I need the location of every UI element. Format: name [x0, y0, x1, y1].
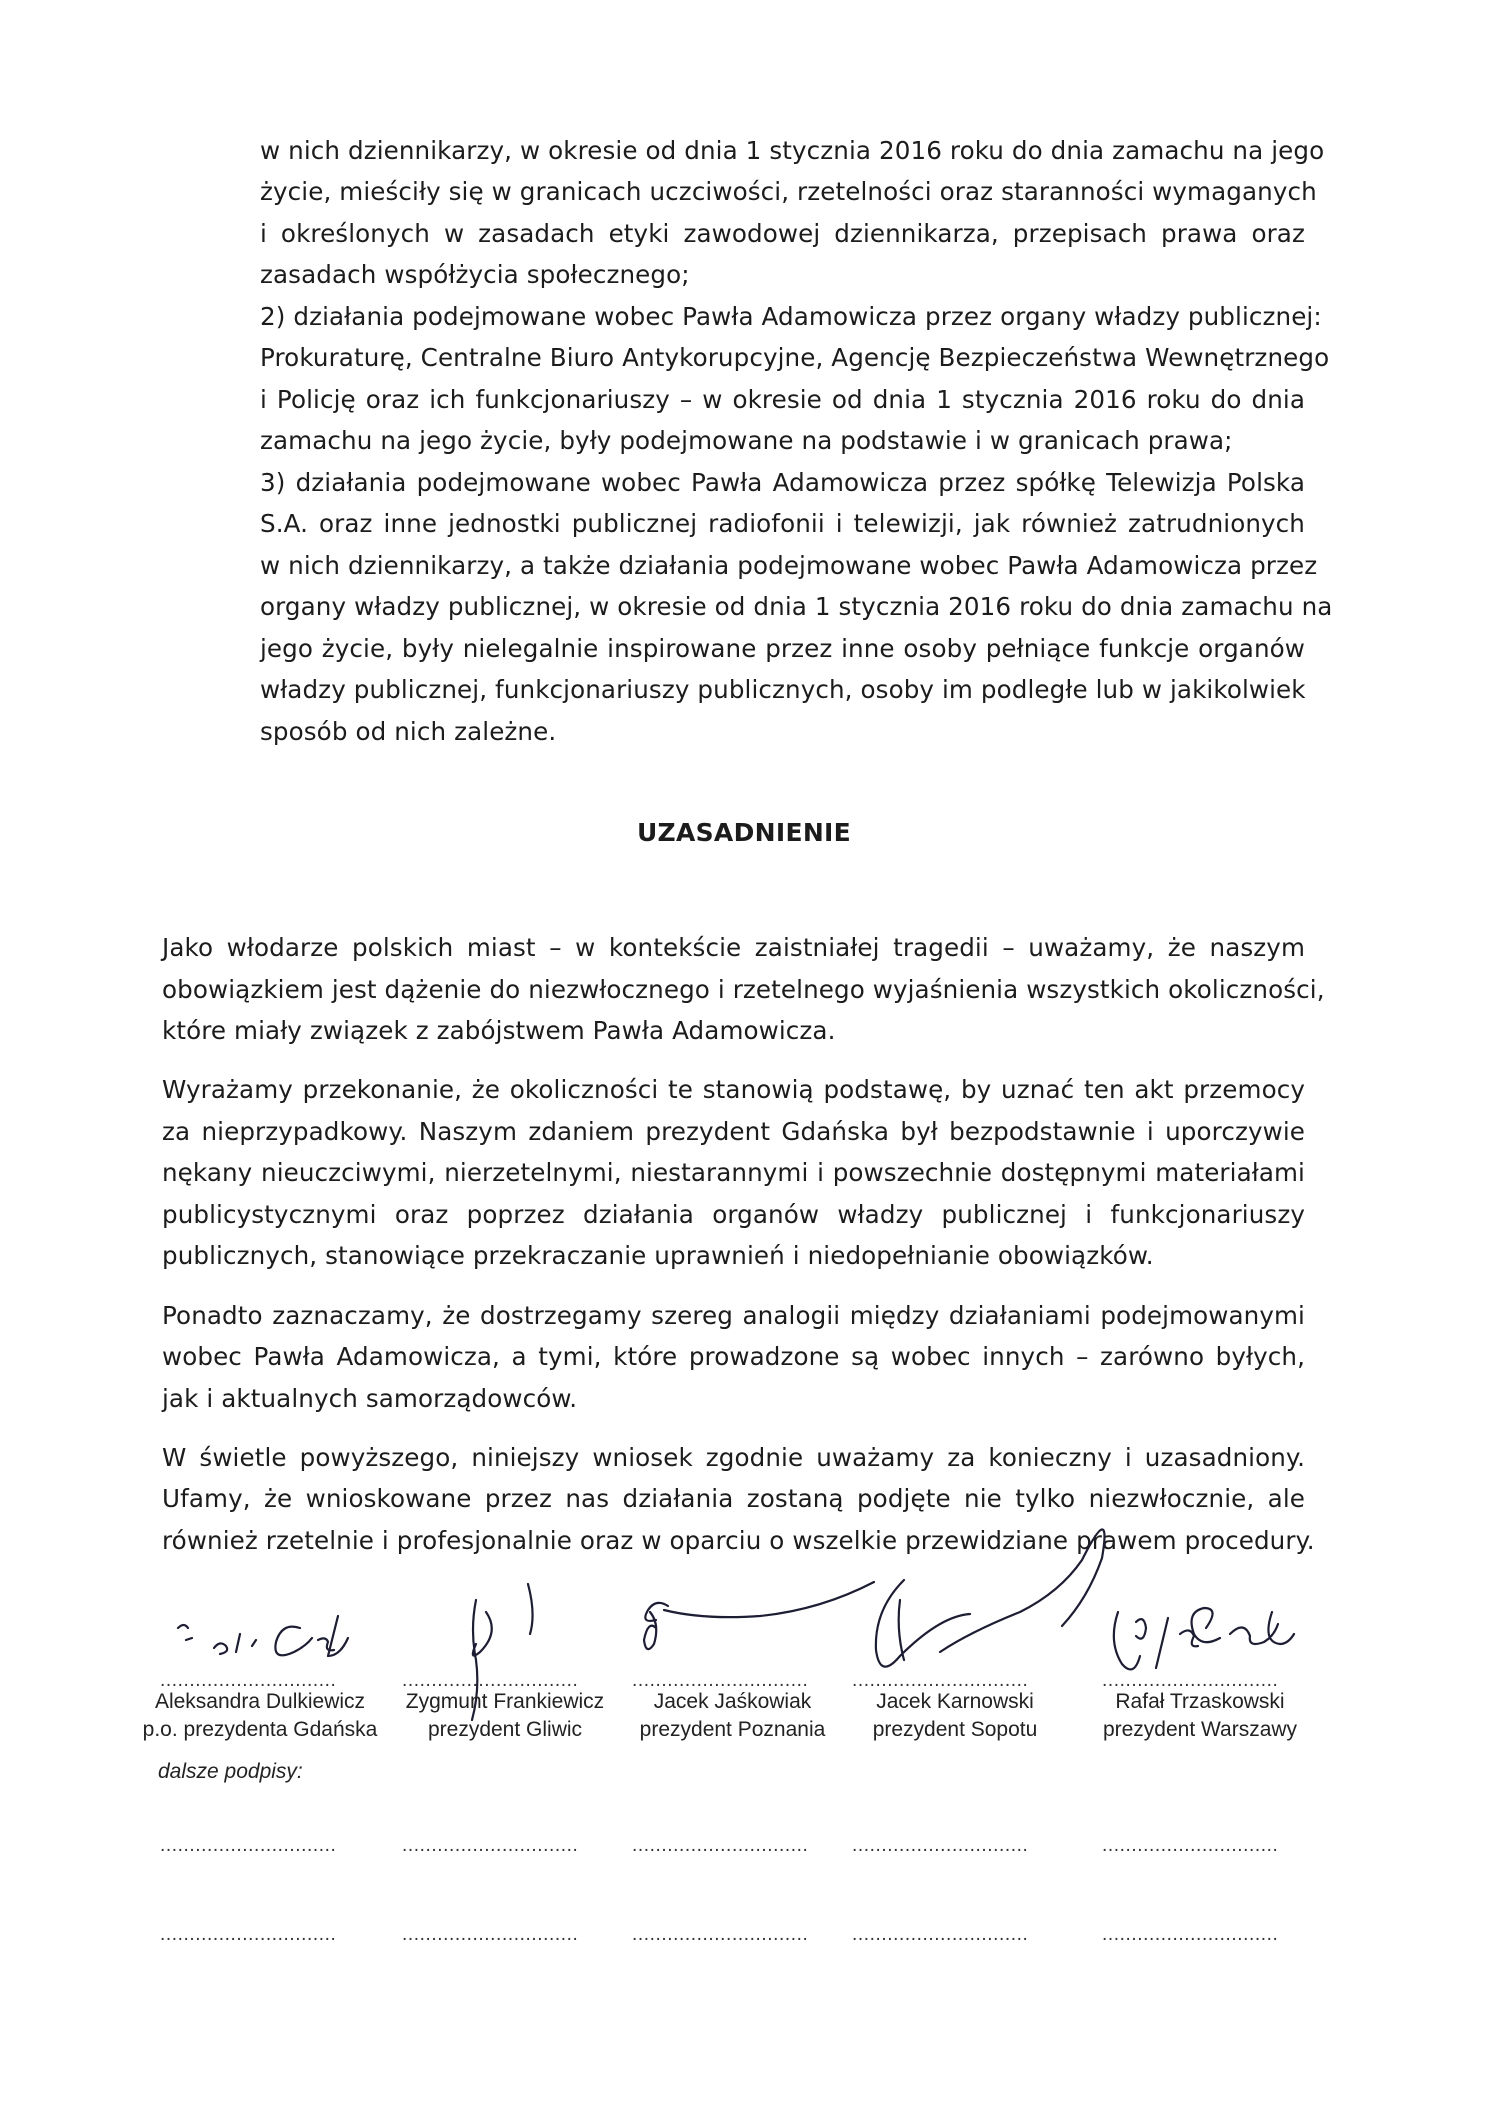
text-line: Ponadto zaznaczamy, że dostrzegamy szereg analogii między działaniami podejmowanymi	[162, 1301, 1305, 1330]
signature-line: ..............................	[402, 1670, 579, 1691]
signatory-block	[140, 1688, 380, 1744]
text-line: za nieprzypadkowy. Naszym zdaniem prezydent Gdańska był bezpodstawnie i uporczywie	[162, 1117, 1305, 1146]
signature-line: ..............................	[632, 1670, 809, 1691]
text-line: zamachu na jego życie, były podejmowane na podstawie i w granicach prawa;	[260, 426, 1233, 455]
text-line: 3) działania podejmowane wobec Pawła Adamowicza przez spółkę Telewizja Polska	[260, 468, 1305, 497]
text-line: Wyrażamy przekonanie, że okoliczności te stanowią podstawę, by uznać ten akt przemocy	[162, 1075, 1305, 1104]
text-line: Jako włodarze polskich miast – w kontekście zaistniałej tragedii – uważamy, że naszym	[162, 933, 1305, 962]
signatory-block	[390, 1688, 620, 1744]
signatory-name: Rafał Trzaskowski	[1115, 1690, 1285, 1713]
signatory-name: Jacek Karnowski	[876, 1690, 1034, 1713]
signature-line: ..............................	[160, 1835, 337, 1856]
text-line: zasadach współżycia społecznego;	[260, 260, 690, 289]
signatory-name: Zygmunt Frankiewicz	[405, 1690, 605, 1713]
signature-line: ..............................	[852, 1835, 1029, 1856]
text-line: sposób od nich zależne.	[260, 717, 557, 746]
text-line: publicznych, stanowiące przekraczanie uprawnień i niedopełnianie obowiązków.	[162, 1241, 1154, 1270]
signatory-name: Jacek Jaśkowiak	[653, 1690, 812, 1713]
signature-line: ..............................	[402, 1835, 579, 1856]
signatory-title: prezydent Warszawy	[1102, 1718, 1298, 1741]
text-line: w nich dziennikarzy, a także działania podejmowane wobec Pawła Adamowicza przez	[260, 551, 1318, 580]
text-line: W świetle powyższego, niniejszy wniosek zgodnie uważamy za konieczny i uzasadniony.	[162, 1443, 1305, 1472]
text-line: S.A. oraz inne jednostki publicznej radiofonii i telewizji, jak również zatrudnionych	[260, 509, 1305, 538]
signatory-block	[620, 1688, 845, 1744]
text-line: które miały związek z zabójstwem Pawła Adamowicza.	[162, 1016, 836, 1045]
text-line: życie, mieściły się w granicach uczciwości, rzetelności oraz staranności wymaganych	[260, 177, 1317, 206]
signatory-block	[850, 1688, 1060, 1744]
text-line: obowiązkiem jest dążenie do niezwłocznego i rzetelnego wyjaśnienia wszystkich okoliczności,	[162, 975, 1325, 1004]
signature-line: ..............................	[160, 1670, 337, 1691]
text-line: również rzetelnie i profesjonalnie oraz w oparciu o wszelkie przewidziane prawem procedury.	[162, 1526, 1315, 1555]
signature-line: ..............................	[402, 1924, 579, 1945]
signature-line: ..............................	[160, 1924, 337, 1945]
signature-line: ..............................	[1102, 1924, 1279, 1945]
signature-line: ..............................	[852, 1670, 1029, 1691]
text-line: i Policję oraz ich funkcjonariuszy – w okresie od dnia 1 stycznia 2016 roku do dnia	[260, 385, 1305, 414]
text-line: władzy publicznej, funkcjonariuszy publicznych, osoby im podległe lub w jakikolwiek	[260, 675, 1306, 704]
text-line: Prokuraturę, Centralne Biuro Antykorupcyjne, Agencję Bezpieczeństwa Wewnętrznego	[260, 343, 1330, 372]
text-line: nękany nieuczciwymi, nierzetelnymi, niestarannymi i powszechnie dostępnymi materiałami	[162, 1158, 1305, 1187]
text-line: i określonych w zasadach etyki zawodowej dziennikarza, przepisach prawa oraz	[260, 219, 1305, 248]
signature-line: ..............................	[852, 1924, 1029, 1945]
text-line: Ufamy, że wnioskowane przez nas działania zostaną podjęte nie tylko niezwłocznie, ale	[162, 1484, 1305, 1513]
signatory-title: prezydent Gliwic	[427, 1718, 583, 1741]
signatory-title: prezydent Sopotu	[872, 1718, 1038, 1741]
text-line: jego życie, były nielegalnie inspirowane przez inne osoby pełniące funkcje organów	[260, 634, 1305, 663]
signatory-title: p.o. prezydenta Gdańska	[142, 1718, 378, 1741]
signatory-block	[1080, 1688, 1320, 1744]
signature-line: ..............................	[632, 1835, 809, 1856]
further-signatures-label: dalsze podpisy:	[158, 1760, 303, 1783]
text-line: jak i aktualnych samorządowców.	[162, 1384, 578, 1413]
text-line: organy władzy publicznej, w okresie od dnia 1 stycznia 2016 roku do dnia zamachu na	[260, 592, 1333, 621]
section-heading: UZASADNIENIE	[636, 818, 852, 847]
signatory-name: Aleksandra Dulkiewicz	[154, 1690, 366, 1713]
signature-line: ..............................	[1102, 1670, 1279, 1691]
signature-line: ..............................	[632, 1924, 809, 1945]
text-line: wobec Pawła Adamowicza, a tymi, które prowadzone są wobec innych – zarówno byłych,	[162, 1342, 1305, 1371]
signatory-title: prezydent Poznania	[639, 1718, 826, 1741]
text-line: publicystycznymi oraz poprzez działania organów władzy publicznej i funkcjonariuszy	[162, 1200, 1305, 1229]
text-line: 2) działania podejmowane wobec Pawła Adamowicza przez organy władzy publicznej:	[260, 302, 1322, 331]
text-line: w nich dziennikarzy, w okresie od dnia 1 stycznia 2016 roku do dnia zamachu na jego	[260, 136, 1325, 165]
signature-line: ..............................	[1102, 1835, 1279, 1856]
